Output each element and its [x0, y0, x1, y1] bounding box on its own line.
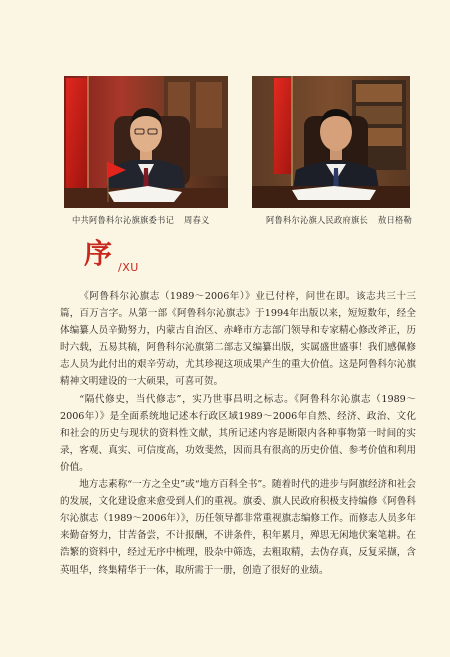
paragraph: 地方志素称“一方之全史”或“地方百科全书”。随着时代的进步与阿旗经济和社会的发展，文化建设愈来愈受到人们的重视。旗委、旗人民政府积极支持编修《阿鲁科尔沁旗志（1989～2006年）》，历任领导都非常重视旗志编修工作。而修志人员多年来勤奋努力，甘苦备尝，不计报酬，不讲条件，积年累月，殚思无闲地伏案笔耕。在浩繁的资料中，经过无序中梳理，股杂中筛选，去粗取精，去伪存真，反复采撷，含英咀华，终集精华于一体，取所需于一册，创造了很好的业绩。	[60, 479, 416, 576]
paragraph: “隔代修史，当代修志”，实乃世事昌明之标志。《阿鲁科尔沁旗志（1989～2006年）》是全面系统地记述本行政区域1989～2006年自然、经济、政治、文化和社会的历史与现状的资料性文献，其所记述内容是断限内各种事物第一时间的实录，客观、真实、可信度高，功效斐然，因而具有很高的历史价值、参考价值和利用价值。	[60, 393, 416, 473]
caption-person-name: 敖日格勒	[377, 215, 412, 225]
photo-caption-left	[72, 214, 209, 226]
caption-organization: 阿鲁科尔沁旗人民政府旗长	[266, 215, 368, 225]
preface-body	[60, 288, 416, 579]
paragraph: 《阿鲁科尔沁旗志（1989～2006年）》业已付梓，问世在即。该志共三十三篇，百万言字。从第一部《阿鲁科尔沁旗志》于1994年出版以来，短短数年，经全体编纂人员辛勤努力，内蒙古自治区、赤峰市方志部门领导和专家精心修改斧正，历时六载，五易其稿，阿鲁科尔沁旗第二部志又编纂出版，实属盛世盛事！我们感佩修志人员为此付出的艰辛劳动，尤其珍视这项成果产生的重大价值。这是阿鲁科尔沁旗精神文明建设的一大硕果，可喜可贺。	[60, 291, 416, 388]
portrait-photo-party-secretary	[64, 76, 228, 208]
preface-title: 序	[84, 237, 113, 270]
preface-subtitle: /XU	[118, 261, 139, 274]
caption-organization: 中共阿鲁科尔沁旗旗委书记	[72, 215, 174, 225]
photo-caption-right	[266, 214, 412, 226]
portrait-photo-banner-head	[252, 76, 410, 208]
caption-person-name: 周春义	[183, 215, 210, 225]
